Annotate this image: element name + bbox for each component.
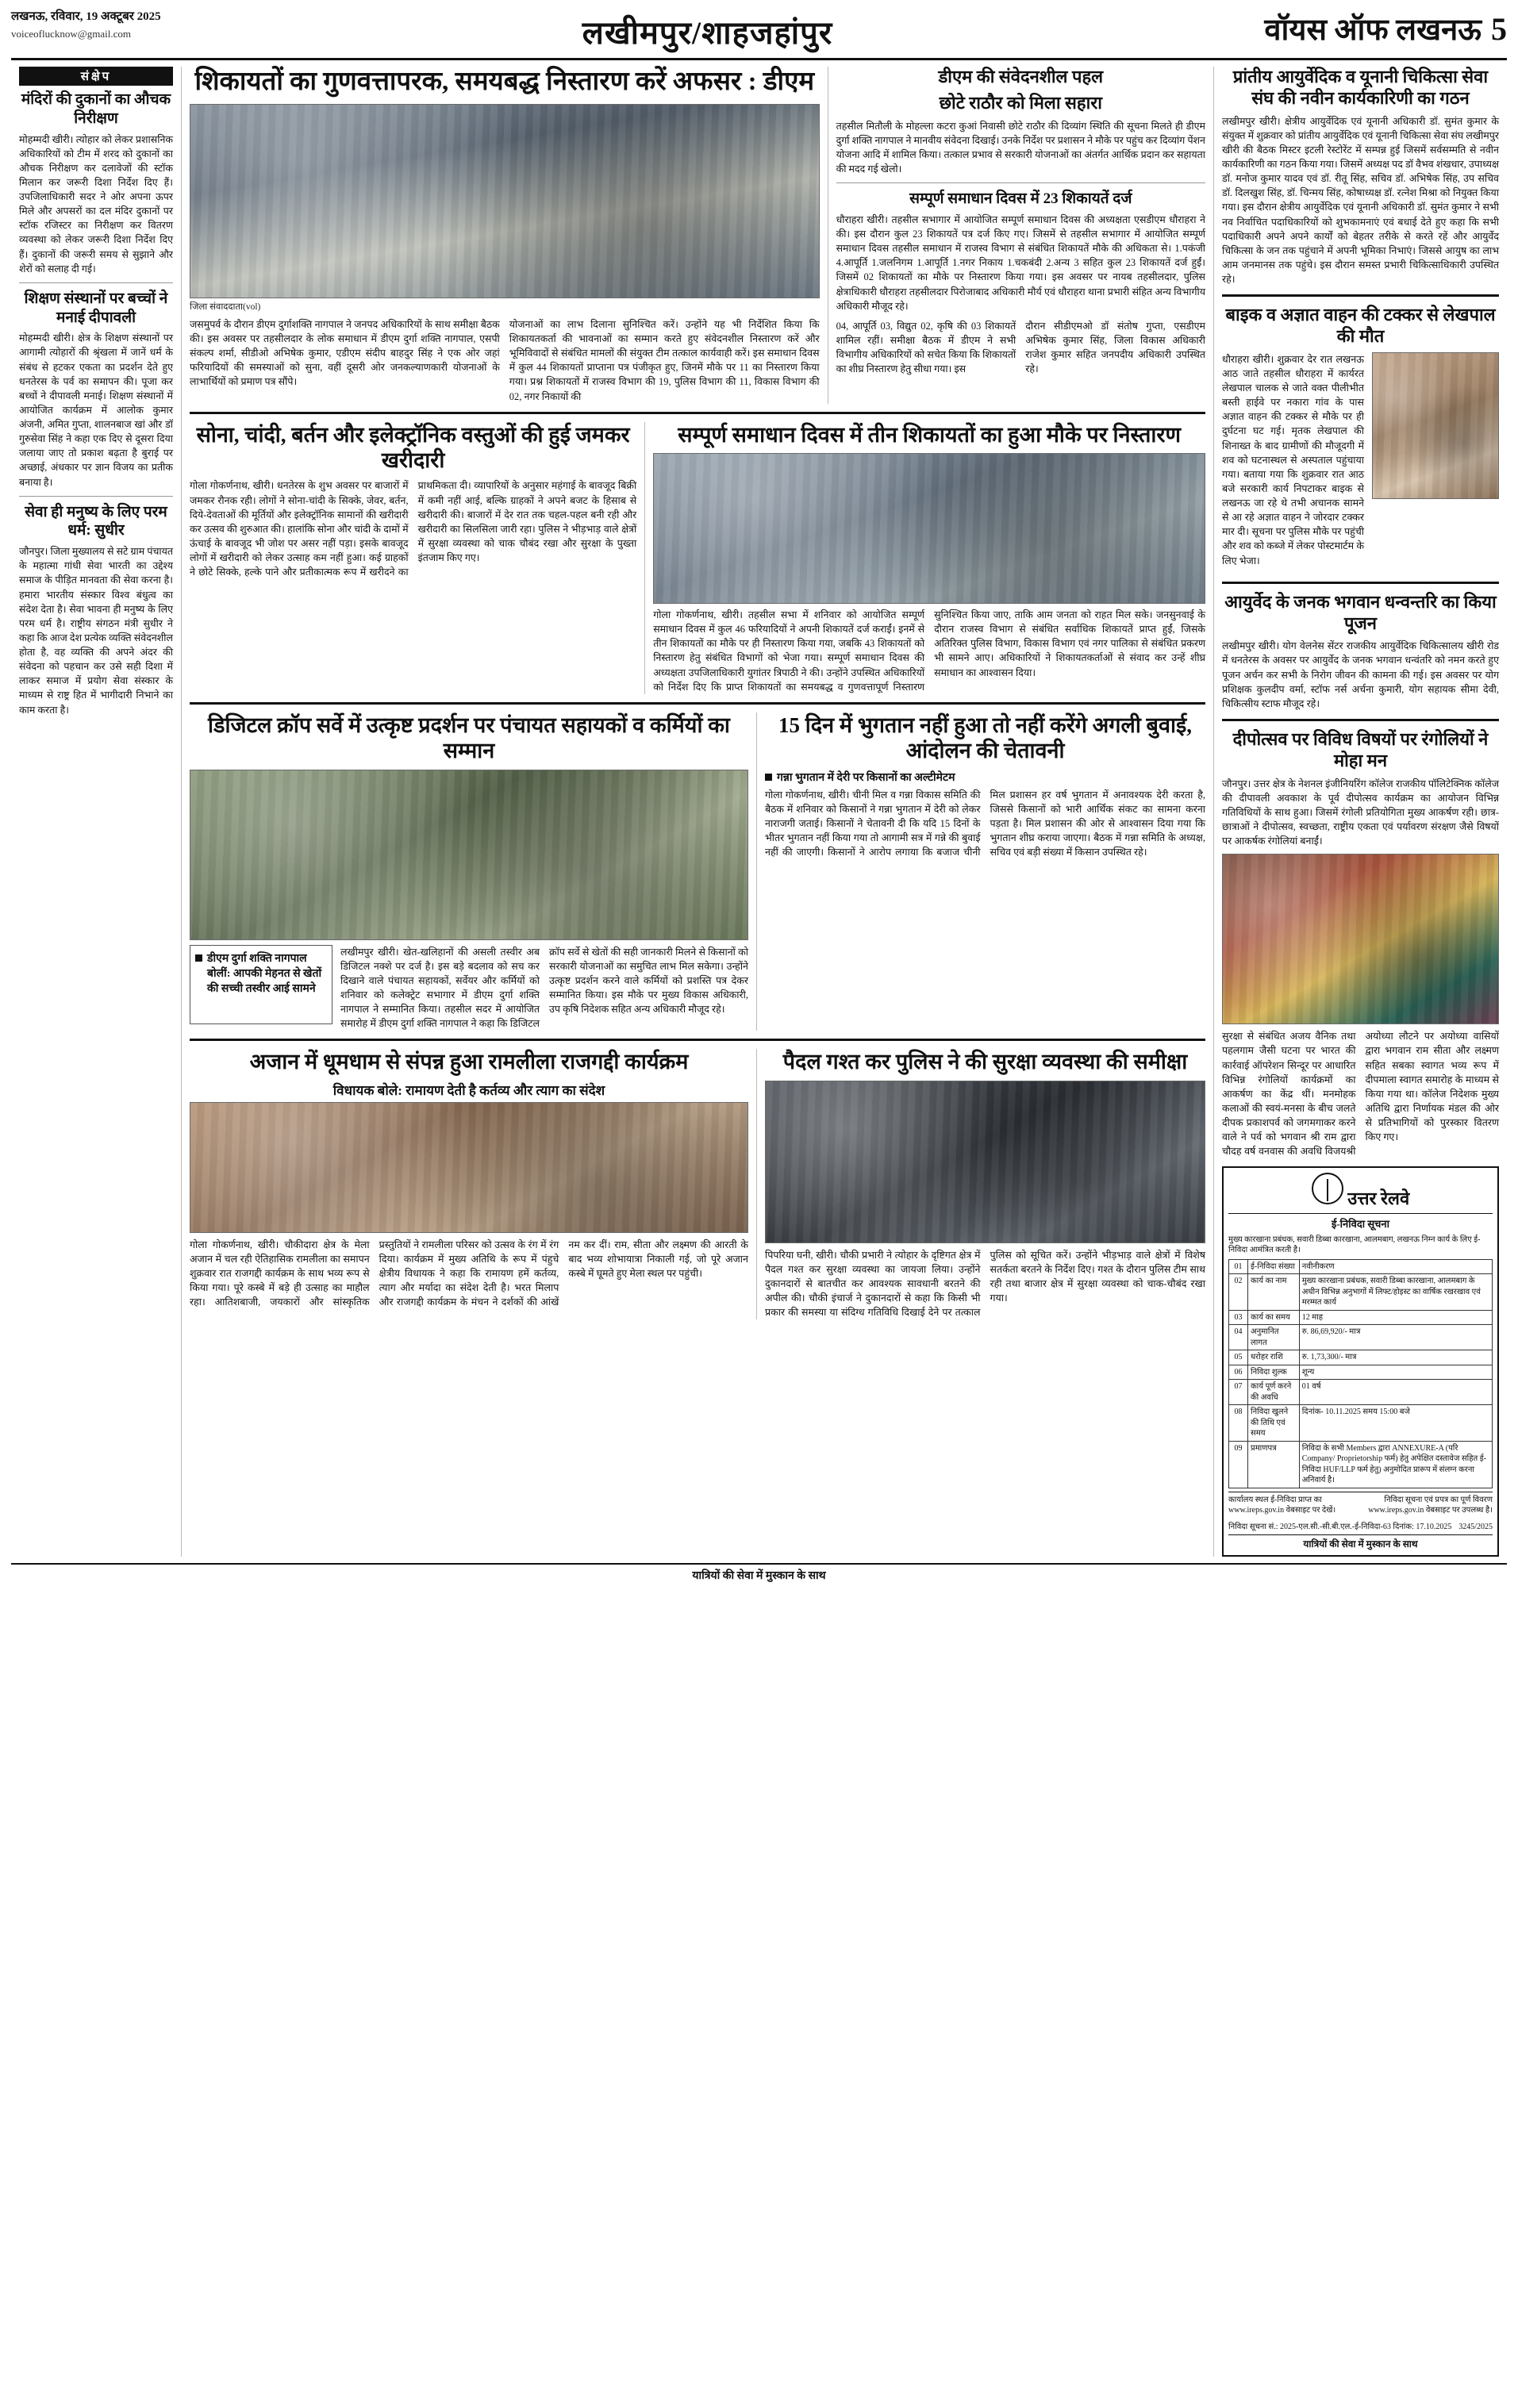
ad-row-label: ई-निविदा संख्या [1248, 1259, 1300, 1274]
ad-row-num: 08 [1229, 1405, 1248, 1442]
ad-row-label: कार्य पूर्ण करने की अवधि [1248, 1380, 1300, 1405]
briefs-kicker: संक्षेप [19, 67, 173, 86]
page-number: 5 [1491, 11, 1507, 47]
masthead-left [11, 8, 249, 41]
page-footer: यात्रियों की सेवा में मुस्कान के साथ [11, 1563, 1507, 1583]
payment-bullet [765, 770, 1205, 785]
lead-body-2: योजनाओं का लाभ दिलाना सुनिश्चित करें। उन्होंने यह भी निर्देशित किया कि शिकायतकर्ता की भावनाओं का सम्मान करते हुए संवेदनशील निस्तारण करें और भूमिविवादों से संबंधित मामलों की संयुक्त टीम तत्काल कार्यवाही करें। इस समाधान दिवस में कुल 44 शिकायतों प्राप्ताना पत्र पंजीकृत हुए, जिनमें मौके पर 11 का निस्तारण किया गया। प्रश्न शिकायतों में राजस्व विभाग की 19, पुलिस विभाग की 11, विकास विभाग की 02, नगर निकायों की [509, 318, 820, 402]
ad-row-num: 02 [1229, 1274, 1248, 1311]
divider [19, 496, 173, 497]
digital-headline: डिजिटल क्रॉप सर्वे में उत्कृष्ट प्रदर्शन पर पंचायत सहायकों व कर्मियों का सम्मान [208, 712, 730, 763]
ad-row-label: धरोहर राशि [1248, 1350, 1300, 1365]
lead-photo [190, 104, 820, 298]
ramlila-headline: अजान में धूमधाम से संपन्न हुआ रामलीला राजगद्दी कार्यक्रम [249, 1050, 689, 1074]
ad-railway-title [1228, 1173, 1493, 1214]
page-body [11, 67, 1507, 1557]
bike-accident-headline: बाइक व अज्ञात वाहन की टक्कर से लेखपाल की मौत [1225, 305, 1496, 346]
ayurved-sangh-body: लखीमपुर खीरी। क्षेत्रीय आयुर्वेदिक एवं यूनानी अधिकारी डॉ. सुमंत कुमार के संयुक्त में शुक्रवार को प्रांतीय आयुर्वेदिक एवं यूनानी चिकित्सा सेवा संघ लखीमपुर खीरी की बैठक मिस्टर इटली रेस्टोरेंट में सम्पन्न हुई जिसमें सर्वसम्मति से नवीन कार्यकारिणी का गठन किया गया। जिसमें अध्यक्ष पद डॉ वैभव शंखधार, उपाध्यक्ष डॉ. मनोज कुमार यादव एवं डॉ. रीतू सिंह, सचिव डॉ. अभिषेक सिंह, उप सचिव डॉ. दिलखुश सिंह, डॉ. चिन्मय सिंह, कोषाध्यक्ष डॉ. रत्नेश मिश्रा को नियुक्त किया गया। इस दौरान क्षेत्रीय आयुर्वेदिक एवं यूनानी अधिकारी डॉ. सुमंत कुमार ने सभी नव निर्वाचित पदाधिकारियों को शुभकामनाएं एवं बधाई देते हुए कहा कि सभी पदाधिकारी अपने अपने कार्यों को बेहतर तरीके से करते रहें और आयुर्वेद चिकित्सा के जन तक पहुंचाने में अपनी भूमिका निभाएं। जिससे आयुष का लाभ आम जनमानस तक पहुंचे। इस दौरान समस्त प्रभारी चिकित्साधिकारी उपस्थित रहे। [1222, 115, 1499, 286]
rangoli-body: जौनपुर। उत्तर क्षेत्र के नेशनल इंजीनियरिंग कॉलेज राजकीय पॉलिटेक्निक कॉलेज की दीपावली अवकाश के पूर्व दीपोत्सव कार्यक्रम का आयोजन विभिन्न गतिविधियों के साथ हुआ। जिसमें रंगोली प्रतियोगिता मुख्य आकर्षण रही। छात्र-छात्राओं ने दीपोत्सव, स्वच्छता, राष्ट्रीय एकता एवं पर्यावरण संरक्षण जैसे विषयों पर आकर्षक रंगोलियां बनाईं। [1222, 778, 1499, 847]
digital-caption-bullet [195, 951, 327, 996]
ad-table [1228, 1259, 1493, 1488]
ad-row-label: अनुमानित लागत [1248, 1325, 1300, 1350]
briefs-column [11, 67, 182, 1557]
divider [1222, 582, 1499, 584]
gold-headline: सोना, चांदी, बर्तन और इलेक्ट्रॉनिक वस्तुओं की हुई जमकर खरीदारी [196, 422, 630, 473]
table-row [1229, 1325, 1493, 1350]
railway-logo-icon [1312, 1173, 1343, 1204]
contact-email: voiceoflucknow@gmail.com [11, 27, 131, 40]
lead-side-body-2: धौराहरा खीरी। तहसील सभागार में आयोजित सम्पूर्ण समाधान दिवस की अध्यक्षता एसडीएम धौराहरा ने की। इस दौरान कुल 23 शिकायतें पत्र दर्ज किए गए। जिसमें से तहसील सभागार में आयोजित सम्पूर्ण समाधान दिवस तहसील समाधान में राजस्व विभाग से संबंधित शिकायतें मौके की अधिकता से। 1.पकंजी 4.आपूर्ति 1.जलनिगम 1.आपूर्ति 1.नगर निकाय 1.चकबंदी 2.अन्य 3 सहित कुल 23 शिकायतें दर्ज हुईं। जिसमें 02 शिकायतों का मौके पर निस्तारण किया गया। इस अवसर पर नायब तहसीलदार, पुलिस क्षेत्राधिकारी धौराहरा तहसीलदार पिरोजाबाद अधिकारी मौर्य एवं धौराहरा थाना प्रभारी संहित अन्य विभागीय अधिकारी मौजूद रहे। [836, 213, 1205, 312]
rangoli-photo [1222, 854, 1499, 1024]
ad-row-num: 05 [1229, 1350, 1248, 1365]
table-row [1229, 1365, 1493, 1380]
masthead [11, 8, 1507, 60]
samadhan-headline: सम्पूर्ण समाधान दिवस में तीन शिकायतों का हुआ मौके पर निस्तारण [678, 422, 1181, 447]
ad-row-value: शून्य [1299, 1365, 1492, 1380]
divider [190, 412, 1205, 414]
ad-note-label: प्रमाणपत्र [1248, 1441, 1300, 1488]
police-body: पिपरिया घनी, खीरी। चौकी प्रभारी ने त्योहार के दृष्टिगत क्षेत्र में पैदल गश्त कर सुरक्षा व्यवस्था का जायजा लिया। उन्होंने दुकानदारों से बातचीत कर आवश्यक सावधानी बरतने की अपील की। चौकी इंचार्ज ने दुकानदारों से कहा कि किसी भी प्रकार की समस्या या संदिग्ध गतिविधि दिखाई देने पर तत्काल पुलिस को सूचित करें। उन्होंने भीड़भाड़ वाले क्षेत्रों में विशेष सतर्कता बरतने के निर्देश दिए। गश्त के दौरान पुलिस टीम साथ रही तथा बाजार क्षेत्र में सुरक्षा व्यवस्था को चाक-चौबंद रखा गया। [765, 1249, 1205, 1319]
ad-row-num: 06 [1229, 1365, 1248, 1380]
ad-footer [1228, 1492, 1493, 1516]
ad-row-label: निविदा खुलने की तिथि एवं समय [1248, 1405, 1300, 1442]
bottom-row [190, 1049, 1205, 1319]
table-row [1229, 1380, 1493, 1405]
samadhan-body: गोला गोकर्णनाथ, खीरी। तहसील सभा में शनिवार को आयोजित सम्पूर्ण समाधान दिवस में कुल 46 फरियादियों ने अपनी शिकायतें दर्ज कराईं। इनमें से तीन शिकायतों का मौके पर ही निस्तारण किया गया, जबकि 43 शिकायतों को निस्तारण हेतु संबंधित विभागों को भेजा गया। सम्पूर्ण समाधान दिवस की अध्यक्षता उपजिलाधिकारी युगांतर त्रिपाठी ने की। उन्होंने उपस्थित अधिकारियों को निर्देश दिए कि प्राप्त शिकायतों का समयबद्ध व गुणवत्तापूर्ण निस्तारण सुनिश्चित किया जाए, ताकि आम जनता को राहत मिल सके। जनसुनवाई के दौरान राजस्व विभाग से संबंधित सर्वाधिक शिकायतें प्राप्त हुईं, जिसके अतिरिक्त पुलिस विभाग, विकास विभाग एवं नगर पालिका से संबंधित प्रकरण भी सामने आए। अधिकारियों ने शिकायतकर्ताओं से संवाद कर उन्हें शीघ्र समाधान का आश्वासन दिया। [653, 609, 1205, 693]
table-row [1229, 1350, 1493, 1365]
dhanvantari-headline: आयुर्वेद के जनक भगवान धन्वन्तरि का किया पूजन [1224, 591, 1497, 633]
ad-footer-left: कार्यालय स्थल ई-निविदा प्राप्त का www.ireps.gov.in वेबसाइट पर देखें। [1228, 1495, 1336, 1515]
police-headline: पैदल गश्त कर पुलिस ने की सुरक्षा व्यवस्था की समीक्षा [782, 1050, 1188, 1074]
ad-note-num: 09 [1229, 1441, 1248, 1488]
lead-side-headline-3: सम्पूर्ण समाधान दिवस में 23 शिकायतें दर्ज [909, 190, 1132, 208]
ramlila-subhead: विधायक बोले: रामायण देती है कर्तव्य और त्याग का संदेश [332, 1082, 605, 1098]
ramlila-body: गोला गोकर्णनाथ, खीरी। चौकीदारा क्षेत्र के मेला अजान में चल रही ऐतिहासिक रामलीला का समापन शुक्रवार रात राजगद्दी कार्यक्रम के साथ भव्य रूप से किया गया। पूरे कस्बे में बड़े ही उत्साह का माहौल रहा। आतिशबाजी, जयकारों और सांस्कृतिक प्रस्तुतियों ने रामलीला परिसर को उत्सव के रंग में रंग दिया। कार्यक्रम में मुख्य अतिथि के रूप में पंहुचे क्षेत्रीय विधायक ने कहा कि रामायण हमें कर्तव्य, त्याग और मर्यादा का संदेश देती है। भरत मिलाप और राजगद्दी कार्यक्रम के मंचन ने दर्शकों की आंखें नम कर दीं। राम, सीता और लक्ष्मण की आरती के बाद भव्य शोभायात्रा निकाली गई, जो पूरे अजान कस्बे में घूमते हुए मेला स्थल पर पहुंची। [190, 1239, 748, 1308]
brief-headline-2: शिक्षण संस्थानों पर बच्चों ने मनाई दीपावली [24, 290, 168, 326]
table-row [1229, 1274, 1493, 1311]
ad-row-num: 04 [1229, 1325, 1248, 1350]
ad-row-value: दिनांक- 10.11.2025 समय 15:00 बजे [1299, 1405, 1492, 1442]
square-bullet-icon [195, 954, 202, 962]
ad-row-label: कार्य का नाम [1248, 1274, 1300, 1311]
digital-photo [190, 770, 748, 940]
digital-body: लखीमपुर खीरी। खेत-खलिहानों की असली तस्वीर अब डिजिटल नक्शे पर दर्ज है। इस बड़े बदलाव को सच कर दिखाने वाले पंचायत सहायकों, सर्वेयर और कर्मियों को शनिवार को कलेक्ट्रेट सभागार में डीएम दुर्गा शक्ति नागपाल ने सम्मानित किया। तहसील सदर में आयोजित समारोह में डीएम दुर्गा शक्ति नागपाल ने कहा कि डिजिटल क्रॉप सर्वे से खेतों की सही जानकारी मिलने से किसानों को सरकारी योजनाओं का समुचित लाभ मिल सकेगा। उन्होंने उत्कृष्ट प्रदर्शन करने वाले कर्मियों को प्रशस्ति पत्र देकर सम्मानित किया। इस मौके पर मुख्य विकास अधिकारी, उप कृषि निदेशक सहित अन्य अधिकारी मौजूद रहे। [340, 946, 748, 1030]
brief-body-3: जौनपुर। जिला मुख्यालय से सटे ग्राम पंचायत के महात्मा गांधी सेवा भारती का उद्देश्य समाज के पीड़ित मानवता की सेवा करना है। हमारा भारतीय संस्कार विश्व बंधुत्व का संदेश देता है। सेवा भावना ही मनुष्य के लिए परम धर्म है। राष्ट्रीय संगठन मंत्री सुधीर ने कहा कि आज देश प्रत्येक व्यक्ति संवेदनशील होता है, वह व्यक्ति की अपने अंदर की संवेदना को पहचान कर उसे सही दिशा में लाकर समाज में प्रयोग सेवा संस्कार के माध्यम से राष्ट्र हित में भागीदारी निभाने का काम करता है। [19, 546, 173, 716]
lead-story [190, 67, 1205, 404]
table-row [1229, 1405, 1493, 1442]
divider [19, 282, 173, 283]
divider [836, 182, 1205, 183]
ad-bottom [1228, 1519, 1493, 1533]
payment-bullet-text: गन्ना भुगतान में देरी पर किसानों का अल्टीमेटम [777, 771, 955, 784]
deceased-portrait-photo [1372, 352, 1499, 499]
lead-body-4: दौरान सीडीएमओ डॉ संतोष गुप्ता, एसडीएम अभिषेक कुमार सिंह, जिला विकास अधिकारी राजेश कुमार सहित जनपदीय अधिकारी उपस्थित रहे। [1025, 320, 1205, 375]
dateline: लखनऊ, रविवार, 19 अक्टूबर 2025 [11, 10, 161, 23]
lead-side-headline-2: छोटे राठौर को मिला सहारा [939, 92, 1102, 113]
ad-row-value: 01 वर्ष [1299, 1380, 1492, 1405]
ad-tender-number: निविदा सूचना सं.: 2025-एल.सी.-सी.बी.एल.-ई-निविदा-63 दिनांक: 17.10.2025 [1228, 1522, 1452, 1531]
police-photo [765, 1081, 1205, 1243]
lead-side-body: तहसील मितौली के मोहल्ला कटरा कुआं निवासी छोटे राठौर की दिव्यांग स्थिति की सूचना मिलते ही डीएम दुर्गा शक्ति नागपाल ने मानवीय संवेदना दिखाई। उनके निर्देश पर प्रशासन ने मौके पर पहुंच कर दिव्यांग पेंशन योजना आदि में शामिल किया। तत्काल प्रभाव से सरकारी योजनाओं का अंतर्गत आर्थिक प्रदान कर सहायता की मदद गई खेलो। [836, 120, 1205, 175]
brief-body-1: मोहम्मदी खीरी। त्योहार को लेकर प्रशासनिक अधिकारियों को टीम में शरद को दुकानों का औचक निरीक्षण कर दलावेजों की स्टॉक मिलान कर जरूरी दिशा निर्देश दिए हैं। उपजिलाधिकारी सदर ने ओर अपना ऊपर मिले और अपसरों का दल मंदिर दुकानों पर स्टॉक रजिस्टर का निरीक्षण कर वितरण व्यवस्था को लेकर जरूरी दिशा निर्देश दिए हैं। दुकानों की जरूरी समय से सुझाने और शेरों को सलाह दी गई। [19, 133, 173, 275]
brief-body-2: मोहम्मदी खीरी। क्षेत्र के शिक्षण संस्थानों पर आगामी त्योहारों की श्रृंखला में जानें धर्म के संबंध से हटकर एकता का प्रदर्शन देते हुए धनतेरस के पर्व का समापन की। पूजा कर बच्चों ने दीपावली मनाई। शिक्षण संस्थानों में आयोजित कार्यक्रम में आलोक कुमार अंजनी, अमित गुप्ता, शालनबाज खां और डॉ गुरुसेवा सिंह ने कहा एक दिए से दूसरा दिया जलाया जाए तो प्रकाश बढ़ता है बुराई पर अच्छाई, अंधकार पर ज्ञान विजय का प्रतीक बनाया है। [19, 332, 173, 488]
ad-row-label: निविदा शुल्क [1248, 1365, 1300, 1380]
ad-ref-number: 3245/2025 [1458, 1522, 1493, 1531]
square-bullet-icon [765, 774, 772, 781]
ad-intro: मुख्य कारखाना प्रबंधक, सवारी डिब्बा कारखाना, आलमबाग, लखनऊ निम्न कार्य के लिए ई-निविदा आमंत्रित करती है। [1228, 1235, 1481, 1255]
brief-headline-3: सेवा ही मनुष्य के लिए परम धर्म: सुधीर [25, 503, 167, 540]
ad-note-value: निविदा के सभी Members द्वारा ANNEXURE-A (परि Company/ Proprietorship फर्म) हेतु अपेक्षित दस्तावेज सहित ई-निविदा HUF/LLP फर्म हेतु) अनुमोदित प्रारूप में संलग्न करना अनिवार्य है। [1299, 1441, 1492, 1488]
brief-headline-1: मंदिरों की दुकानों का औचक निरीक्षण [21, 91, 171, 127]
ad-row-label: कार्य का समय [1248, 1310, 1300, 1325]
ad-row-value: मुख्य कारखाना प्रबंधक, सवारी डिब्बा कारखाना, आलमबाग के अधीन विभिन्न अनुभागों में लिफ्ट/होइस्ट का वार्षिक रखरखाव एवं मरम्मत कार्य [1299, 1274, 1492, 1311]
ad-slogan: यात्रियों की सेवा में मुस्कान के साथ [1228, 1534, 1493, 1550]
section-title: लखीमपुर/शाहजहांपुर [582, 15, 833, 51]
ad-tender-head: ई-निविदा सूचना [1331, 1218, 1390, 1231]
main-column [182, 67, 1213, 1557]
divider [1222, 294, 1499, 297]
paper-title: वॉयस ऑफ लखनऊ [1264, 13, 1481, 47]
lead-body-3: 04, आपूर्ति 03, विद्युत 02, कृषि की 03 शिकायतें शामिल रहीं। समीक्षा बैठक में डीएम ने सभी विभागीय अधिकारियों को सचेत किया कि शिकायतों का शीघ्र निस्तारण हेतु सीधा गया। इस [836, 320, 1016, 375]
right-column [1213, 67, 1507, 1557]
ad-row-num: 01 [1229, 1259, 1248, 1274]
dhanvantari-body: लखीमपुर खीरी। योग वेलनेस सेंटर राजकीय आयुर्वेदिक चिकित्सालय खीरी रोड में धनतेरस के अवसर पर आयुर्वेद के जनक भगवान धन्वंतरि को नमन करते हुए पूजन अर्चन कर सभी के निरोग जीवन की कामना की गई। इस अवसर पर योग प्रशिक्षक कुलदीप वर्मा, स्टॉफ नर्स अर्चना कुमारी, योग सहायक सीमा देवी, चिकित्सीय स्टाफ मौजूद रहे। [1222, 640, 1499, 709]
ad-row-value: रु. 1,73,300/- मात्र [1299, 1350, 1492, 1365]
payment-headline: 15 दिन में भुगतान नहीं हुआ तो नहीं करेंगे अगली बुवाई, आंदोलन की चेतावनी [778, 712, 1192, 763]
ad-row-num: 03 [1229, 1310, 1248, 1325]
tertiary-row [190, 712, 1205, 1031]
secondary-row [190, 422, 1205, 694]
rangoli-body-2: सुरक्षा से संबंधित अजय वैनिक तथा पहलगाम जैसी घटना पर भारत की कार्रवाई ऑपरेशन सिन्दूर पर आधारित विभिन्न रंगोलियों कार्यक्रमों का आकर्षण का केंद्र थीं। मनमोहक कलाओं की स्वयं-मनसा के बीच जलते दीपक प्रकाशपर्व को जगमगाकर करने वाले ने पर्व को भगवान श्री राम द्वारा चौदह वर्ष वनवास की अवधि विजयश्री अयोध्या लौटने पर अयोध्या वासियों द्वारा भगवान राम सीता और लक्ष्मण सहित सबका स्वागत भव्य रूप में दीपमाला स्वागत समारोह के माध्यम से किया गया था। कॉलेज निदेशक मुख्य अतिथि द्वारा निर्णायक मंडल की ओर से प्रतिभागियों को पुरस्कार वितरण किए गए। [1222, 1031, 1499, 1158]
ad-row-value: 12 माह [1299, 1310, 1492, 1325]
ad-row-value: रु. 86,69,920/- मात्र [1299, 1325, 1492, 1350]
divider [1222, 719, 1499, 721]
divider [190, 702, 1205, 705]
ramlila-photo [190, 1102, 748, 1233]
ad-row-num: 07 [1229, 1380, 1248, 1405]
lead-headline: शिकायतों का गुणवत्तापरक, समयबद्ध निस्तारण करें अफसर : डीएम [194, 67, 815, 96]
samadhan-photo [653, 453, 1205, 604]
railway-tender-ad [1222, 1166, 1499, 1557]
ayurved-sangh-headline: प्रांतीय आयुर्वेदिक व यूनानी चिकित्सा सेवा संघ की नवीन कार्यकारिणी का गठन [1232, 67, 1489, 108]
table-row [1229, 1310, 1493, 1325]
rangoli-headline: दीपोत्सव पर विविध विषयों पर रंगोलियों ने मोहा मन [1232, 728, 1489, 770]
lead-body-1: जसमुपर्व के दौरान डीएम दुर्गाशक्ति नागपाल ने जनपद अधिकारियों के साथ समीक्षा बैठक की। इस अवसर पर तहसीलदार के लोक समाधान में डीएम दुर्गा शक्ति नागपाल, एसपी संकल्प शर्मा, सीडीओ अभिषेक कुमार, एडीएम संदीप बाहदुर सिंह ने एक ओर जहां फरियादियों की समस्याओं को सुना, वहीं दूसरी ओर जनकल्याणकारी योजनाओं के लाभार्थियों को प्रमाण पत्र सौंपे। [190, 318, 500, 388]
lead-side-headline-1: डीएम की संवेदनशील पहल [938, 67, 1104, 86]
payment-body: गोला गोकर्णनाथ, खीरी। चीनी मिल व गन्ना विकास समिति की बैठक में शनिवार को किसानों ने गन्ना भुगतान में देरी को लेकर नाराजगी जताई। किसानों ने चेतावनी दी कि यदि 15 दिनों के भीतर भुगतान नहीं किया गया तो आगामी सत्र में गन्ने की बुवाई नहीं की जाएगी। किसानों ने आरोप लगाया कि बजाज चीनी मिल प्रशासन हर वर्ष भुगतान में अनावश्यक देरी करता है, जिससे किसानों को भारी आर्थिक संकट का सामना करना पड़ता है। मिल प्रशासन की ओर से आश्वासन दिया गया कि भुगतान शीघ्र कराया जाएगा। बैठक में गन्ना समिति के अध्यक्ष, सचिव एवं बड़ी संख्या में किसान उपस्थित रहे। [765, 789, 1205, 858]
divider [190, 1039, 1205, 1041]
bike-accident-body: धौराहरा खीरी। शुक्रवार देर रात लखनऊ आठ जाते तहसील धौराहरा में कार्यरत लेखपाल चालक से जाते वक्त पीलीभीत बस्ती हाईवे पर नकारा गांव के पास अज्ञात वाहन की टक्कर से मौके पर ही दुर्घटना घट गई। मृतक लेखपाल की शिनाख्त के बाद ग्रामीणों की मौजूदगी में शव को घटनास्थल से अस्पताल पहुंचाया गया। बताया गया कि शुक्रवार रात आठ बजे सरकारी कार्य निपटाकर बाइक से लखनऊ जा रहे थे तभी अचानक सामने से आ रहे अज्ञात वाहन ने जोरदार टक्कर मार दी। सूचना पर पुलिस मौके पर पहुंची और शव को कब्जे में लेकर पोस्टमार्टम के लिए भेजा। [1222, 353, 1364, 566]
ad-footer-right: निविदा सूचना एवं प्रपत्र का पूर्ण विवरण www.ireps.gov.in वेबसाइट पर उपलब्ध है। [1368, 1495, 1493, 1515]
masthead-right [1166, 8, 1507, 49]
lead-photo-credit: जिला संवाददाता(vol) [190, 301, 261, 312]
table-row [1229, 1259, 1493, 1274]
ad-row-value: नवीनीकरण [1299, 1259, 1492, 1274]
digital-caption-text: डीएम दुर्गा शक्ति नागपाल बोलीं: आपकी मेहनत से खेतों की सच्ची तस्वीर आई सामने [207, 952, 322, 995]
table-row [1229, 1441, 1493, 1488]
ad-railway-title-text: उत्तर रेलवे [1347, 1189, 1410, 1209]
gold-body: गोला गोकर्णनाथ, खीरी। धनतेरस के शुभ अवसर पर बाजारों में जमकर रौनक रही। लोगों ने सोना-चांदी के सिक्के, जेवर, बर्तन, दिये-देवताओं की मूर्तियों और इलेक्ट्रॉनिक सामानों की खरीदारी कर उत्सव की शुरुआत की। हालांकि सोना और चांदी के दामों में ऊंचाई के बावजूद भी जोश पर असर नहीं पड़ा। इसके बावजूद लोगों में खरीदारी को लेकर उत्साह कम नहीं हुआ। कई ग्राहकों ने छोटे सिक्के, हल्के पाने और प्रतीकात्मक रूप में खरीदने का प्राथमिकता दी। व्यापारियों के अनुसार महंगाई के बावजूद बिक्री में कमी नहीं आई, बल्कि ग्राहकों ने अपने बजट के हिसाब से खरीदारी की। बाजारों में देर रात तक चहल-पहल बनी रही और खरीदारी का सिलसिला जारी रहा। पुलिस ने भीड़भाड़ वाले क्षेत्रों में सुरक्षा व्यवस्था को चाक चौबंद रखा और सुरक्षा के पुख्ता इंतजाम किए गए। [190, 480, 637, 578]
